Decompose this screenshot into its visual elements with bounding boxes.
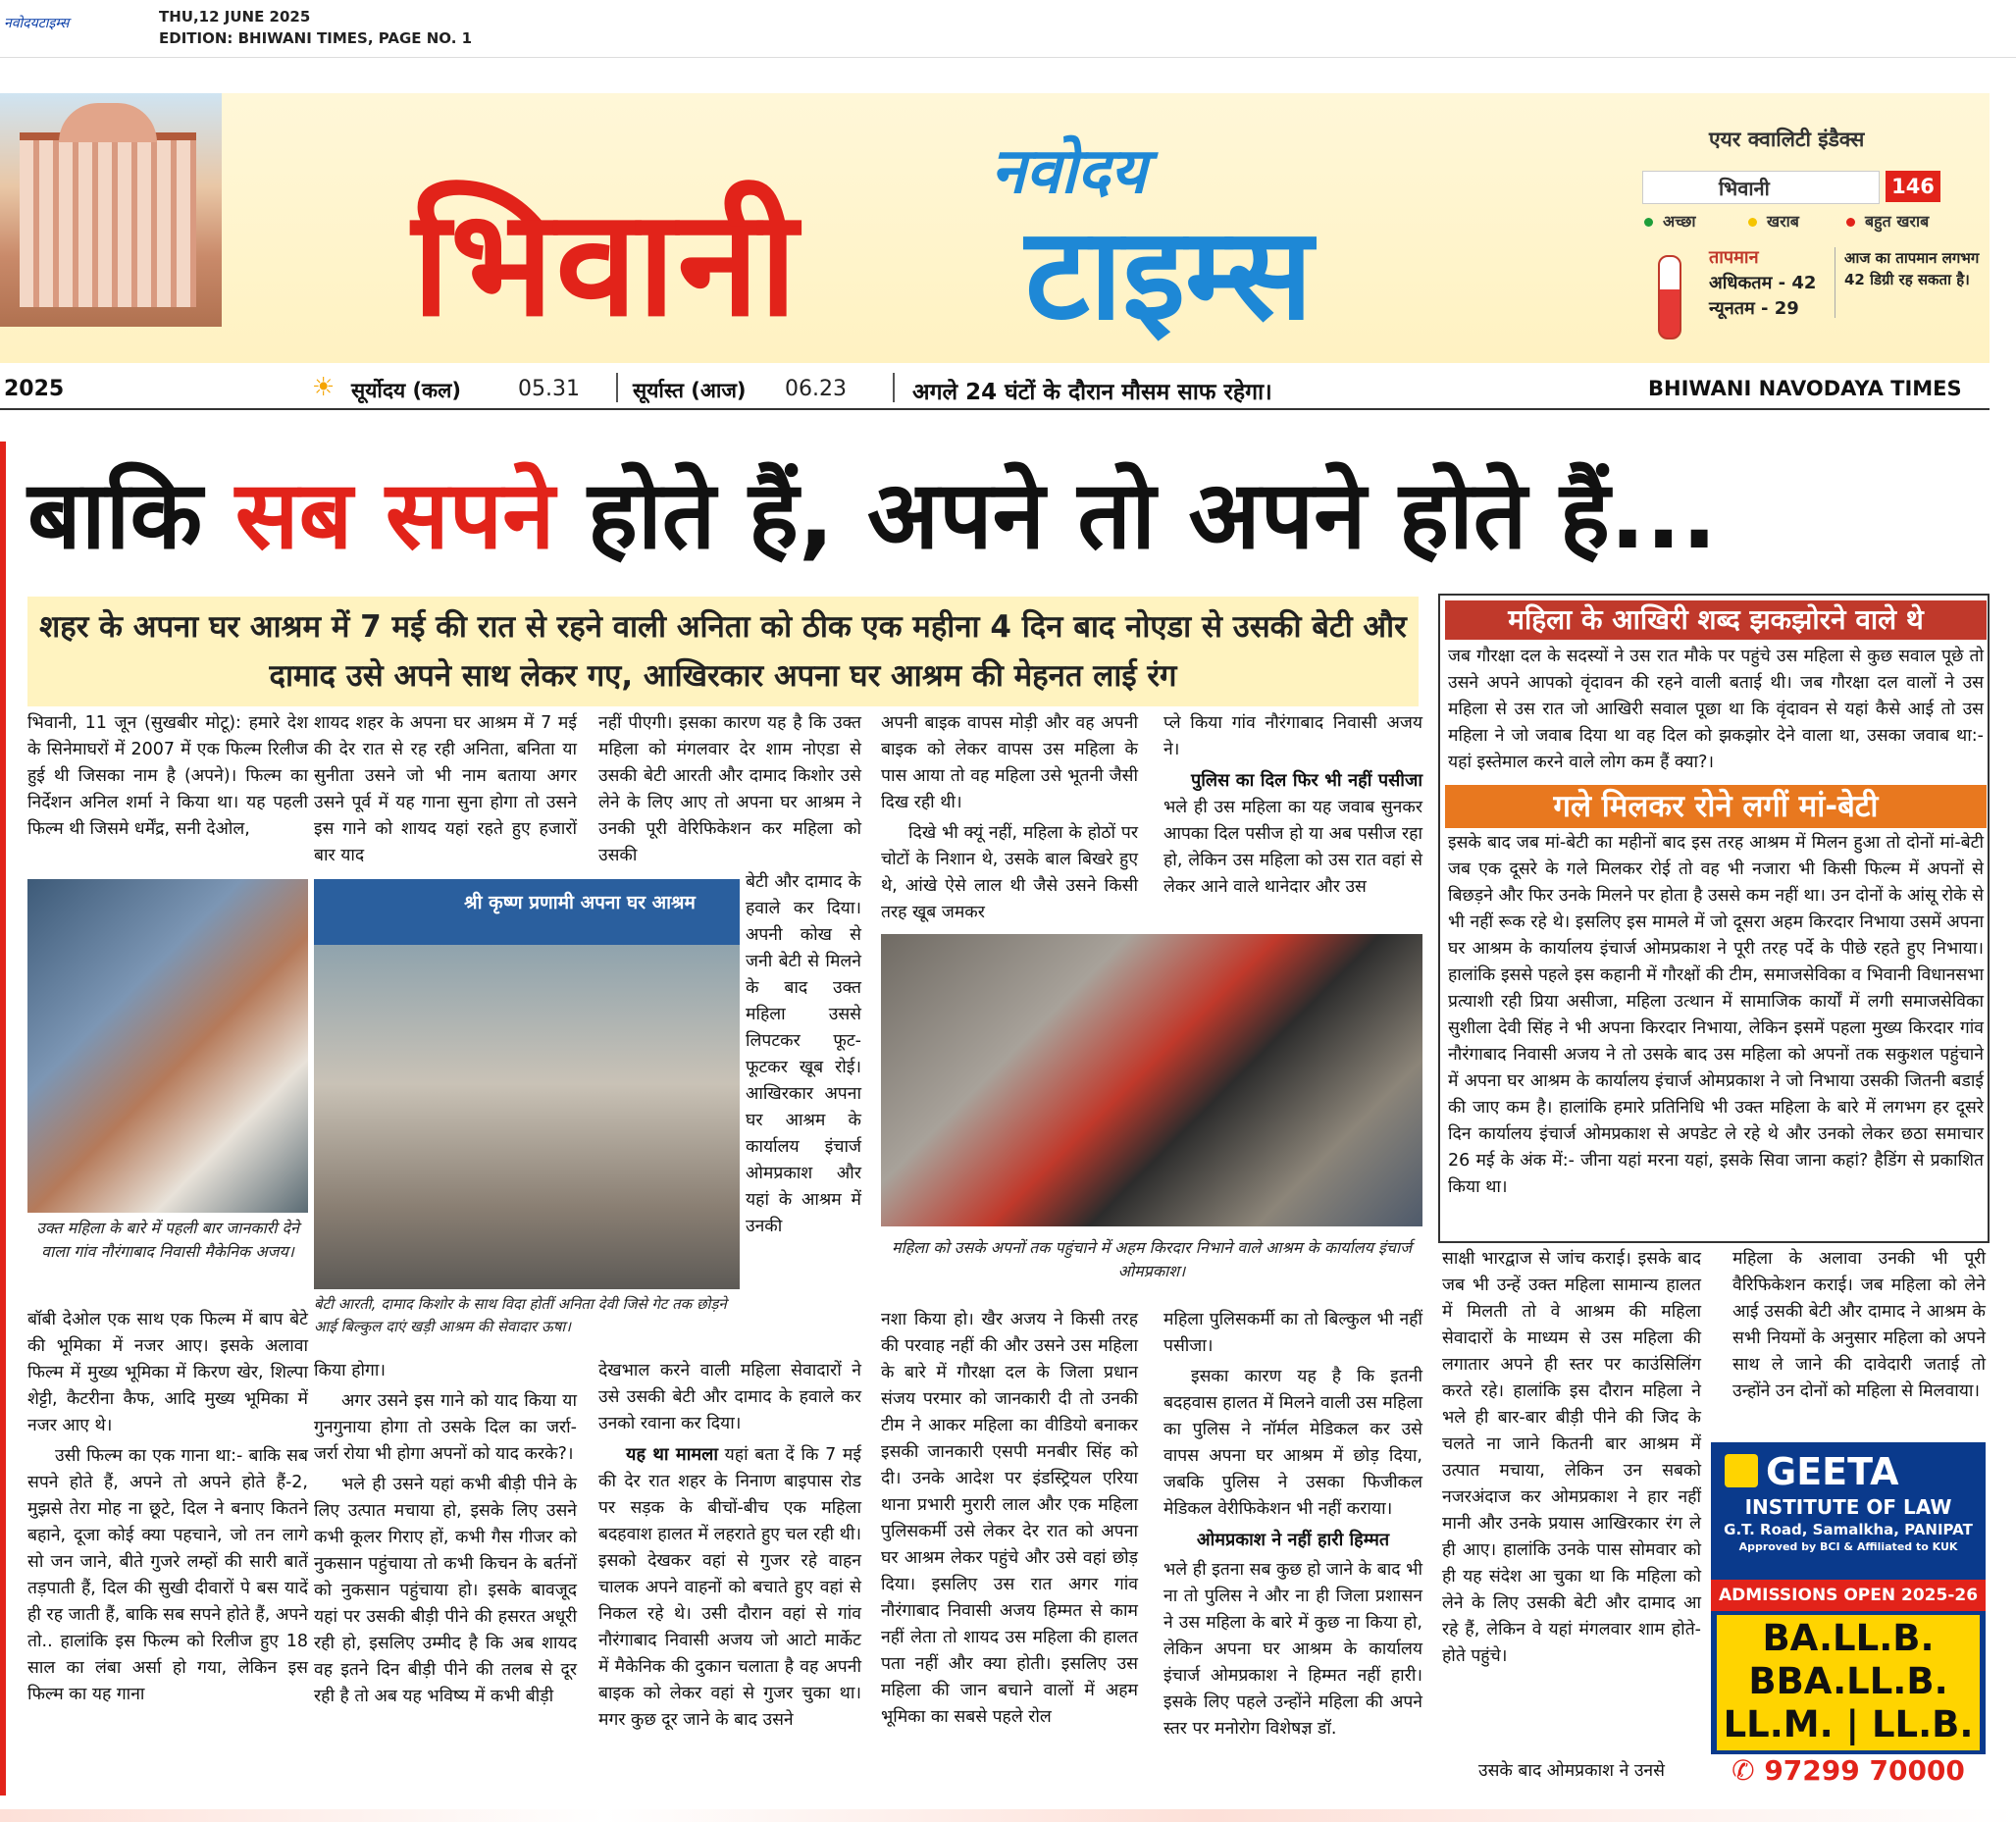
sunset-time: 06.23 bbox=[785, 377, 847, 401]
aqi-panel bbox=[1640, 116, 1979, 339]
mechanic-caption: उक्त महिला के बारे में पहली बार जानकारी देने वाला गांव नौरंगाबाद निवासी मैकेनिक अजय। bbox=[36, 1219, 299, 1261]
col5-para: प्ले किया गांव नौरंगाबाद निवासी अजय ने। bbox=[1163, 713, 1422, 759]
ashram-gate-photo bbox=[314, 879, 740, 1289]
strip-year: 2025 bbox=[4, 377, 65, 401]
col5-para: इसका कारण यह है कि इतनी बदहवास हालत में मिलने वाली उस महिला का पुलिस ने नॉर्मल मेडिकल कर उसे वापस अपना घर आश्रम में छोड़ दिया, जबकि पुलिस ने उसका फिजीकल मेडिकल वेरीफिकेशन भी नहीं कराया। bbox=[1163, 1367, 1422, 1519]
ad-institute: INSTITUTE OF LAW bbox=[1744, 1495, 1952, 1519]
aqi-value: 146 bbox=[1886, 171, 1940, 202]
aqi-legend-good bbox=[1644, 210, 1695, 232]
col3-top: नहीं पीएगी। इसका कारण यह है कि उक्त महिला को मंगलवार देर शाम नोएडा से उसकी बेटी आरती और दामाद किशोर उसे लेने के लिए आए तो अपना घर आश्रम ने उनकी पूरी वेरिफिकेशन कर महिला को उसकी bbox=[598, 713, 861, 865]
col7-text: महिला के अलावा उनकी भी पूरी वैरिफिकेशन कराई। जब महिला को लेने आई उसकी बेटी और दामाद ने आश्रम के सभी नियमों के अनुसार महिला को अपने साथ ले जाने की दावेदारी जताई तो उन्होंने उन दोनों को महिला से मिलवाया। bbox=[1732, 1249, 1986, 1401]
edition-name: BHIWANI NAVODAYA TIMES bbox=[1648, 377, 1962, 400]
sidebar-body-1: जब गौरक्षा दल के सदस्यों ने उस रात मौके पर पहुंचे उस महिला से कुछ सवाल पूछे तो उसने अपने आपको वृंदावन की रहने वाली बताई थी। जब गौरक्षा दल वालों ने उस महिला से उस रात जो आखिरी सवाल पूछा था कि वृंदावन से यहां कैसे आई तो उस महिला ने जो जवाब दिया था वह दिल को झकझोर देने वाला था, उसका जवाब था:- यहां इस्तेमाल करने वाले लोग कम हैं क्या?। bbox=[1448, 647, 1984, 772]
col3-narrow: बेटी और दामाद के हवाले कर दिया। अपनी कोख से जनी बेटी से मिलने के बाद उक्त महिला उससे लिपटकर फूट-फूटकर खूब रोई। आखिरकार अपना घर आश्रम के कार्यालय इंचार्ज ओमप्रकाश और यहां के आश्रम में उनकी bbox=[746, 872, 861, 1236]
sidebar-body-2: इसके बाद जब मां-बेटी का महीनों बाद इस तरह आश्रम में मिलन हुआ तो दोनों मां-बेटी जब एक दूसरे के गले मिलकर रोई तो वह भी नजारा भी किसी फिल्म में अपनों से बिछड़ने और फिर उनके मिलने पर होता है उससे कम नहीं था। उन दोनों के आंसू रोके से भी नहीं रूक रहे थे। इसलिए इस मामले में जो दूसरा अहम किरदार निभाया उसमें अपना घर आश्रम के कार्यालय इंचार्ज ओमप्रकाश ने पूरी तरह पर्दे के पीछे रहते हुए निभाया। हालांकि इससे पहले इस कहानी में गौरक्षों की टीम, समाजसेविका व भिवानी विधानसभा प्रत्याशी रही प्रिया असीजा, महिला उत्थान में सामाजिक कार्यों में लगी समाजसेविका सुशीला देवी सिंह ने भी अपना किरदार निभाया, लेकिन इसमें पहला मुख्य किरदार गांव नौरंगाबाद निवासी अजय ने तो उसके बाद उस महिला को अपनों तक सकुशल पहुंचाने में अपना घर आश्रम के कार्यालय इंचार्ज ओमप्रकाश ने जो निभाया उसकी जितनी बडाई की जाए कम है। हालांकि हमारे प्रतिनिधि भी उक्त महिला के बारे में लगभग हर दूसरे दिन कार्यालय इंचार्ज ओमप्रकाश से अपडेट ले रहे थे और उनको लेकर छठा समाचार 26 मई के अंक में:- जीना यहां मरना यहां, इसके सिवा जाना कहां? हैडिंग से प्रकाशित किया था। bbox=[1448, 833, 1984, 1197]
col4-bottom: नशा किया हो। खैर अजय ने किसी तरह की परवाह नहीं की और उसने उस महिला के बारे में गौरक्षा दल के जिला प्रधान संजय परमार को जानकारी दी तो उनकी टीम ने आकर महिला का वीडियो बनाकर इसकी जानकारी एसपी मनबीर सिंह को दी। उनके आदेश पर इंडस्ट्रियल एरिया थाना प्रभारी मुरारी लाल और एक महिला पुलिसकर्मी उसे लेकर देर रात को अपना घर आश्रम लेकर पहुंचे और उसे वहां छोड़ दिया। इसलिए उस रात अगर गांव नौरंगाबाद निवासी अजय हिम्मत से काम नहीं लेता तो शायद उस महिला की हालत पता नहीं और क्या होती। इसलिए उस महिला की जान बचाने वालों में अहम भूमिका का सबसे पहले रोल bbox=[881, 1310, 1138, 1727]
sunrise-time: 05.31 bbox=[518, 377, 580, 401]
temp-max: अधिकतम - 42 bbox=[1709, 273, 1817, 293]
aqi-city: भिवानी bbox=[1719, 177, 1770, 200]
bad-dot-icon bbox=[1748, 218, 1757, 227]
col2-para: अगर उसने इस गाने को याद किया या गुनगुनाया होगा तो उसके दिल का जर्रा-जर्रा रोया भी होगा अपनों को याद करके?। bbox=[314, 1391, 577, 1464]
col2-top: शायद शहर के अपना घर आश्रम में 7 मई की देर रात से रह रही अनिता, बनिता या सुनीता उसने जो भी नाम बताया अगर उसने पूर्व में यह गाना सुना होगा तो उसने इस गाने को शायद यहां रहते हुए हजारों बार याद bbox=[314, 713, 577, 865]
strip-divider bbox=[893, 373, 895, 402]
col2-para: भले ही उसने यहां कभी बीड़ी पीने के लिए उत्पात मचाया हो, इसके लिए उसने कभी कूलर गिराए हों, कभी गैस गीजर को नुकसान पहुंचाया तो कभी किचन के बर्तनों को नुकसान पहुंचाया हो। इसके बावजूद यहां पर उसकी बीड़ी पीने की हसरत अधूरी रही हो, इसलिए उम्मीद है कि अब शायद वह इतने दिन बीड़ी पीने की तलब से दूर रही है तो अब यह भविष्य में कभी बीड़ी bbox=[314, 1475, 577, 1706]
sunrise-label: सूर्योदय (कल) bbox=[351, 379, 462, 402]
col3-para: यहां बता दें कि 7 मई की देर रात शहर के निनाण बाइपास रोड पर सड़क के बीचों-बीच एक महिला बदहवाश हालत में लहराते हुए चल रही थी। इसको देखकर वहां से गुजर रहे वाहन चालक अपने वाहनों को बचाते हुए वहां से निकल रहे थे। उसी दौरान वहां से गांव नौरंगाबाद निवासी अजय जो आटो मार्केट में मैकेनिक की दुकान चलाता है वह अपनी बाइक को लेकर वहां से गुजर चुका था। मगर कुछ दूर जाने के बाद उसने bbox=[598, 1445, 861, 1730]
thermometer-icon bbox=[1658, 255, 1681, 339]
headline-part-3: होते हैं, अपने तो अपने होते हैं... bbox=[554, 460, 1718, 570]
brand-times: टाइम्स bbox=[1025, 199, 1314, 348]
col5-subhead: ओमप्रकाश ने नहीं हारी हिम्मत bbox=[1196, 1530, 1390, 1550]
ad-course: LL.M. | LL.B. bbox=[1723, 1703, 1974, 1745]
phone-icon: ✆ bbox=[1732, 1754, 1765, 1787]
col6-end: उसके बाद ओमप्रकाश ने उनसे bbox=[1478, 1761, 1665, 1781]
very-bad-dot-icon bbox=[1846, 218, 1855, 227]
brand-navodaya: नवोदय bbox=[991, 135, 1147, 208]
weather-forecast: अगले 24 घंटों के दौरान मौसम साफ रहेगा। bbox=[912, 380, 1272, 405]
omprakash-photo bbox=[881, 934, 1422, 1226]
top-logo[interactable] bbox=[4, 12, 69, 32]
col6-text: साक्षी भारद्वाज से जांच कराई। इसके बाद जब भी उन्हें उक्त महिला सामान्य हालत में मिलती तो वे आश्रम की महिला सेवादारों के माध्यम से उस महिला की लगातार अपने ही स्तर पर काउंसिलिंग करते रहे। हालांकि इस दौरान महिला ने भले ही बार-बार बीड़ी पीने की जिद के चलते ना जाने कितनी बार आश्रम में उत्पात मचाया, लेकिन उन सबको नजरअंदाज कर ओमप्रकाश ने हार नहीं मानी और उनके प्रयास आखिरकार रंग ले ही आए। हालांकि उनके पास सोमवार को ही यह संदेश आ चुका था कि महिला को लेने के लिए उसकी बेटी और दामाद आ रहे हैं, लेकिन वे यहां मंगलवार शाम होते-होते पहुंचे। bbox=[1442, 1249, 1701, 1666]
col1-para: उसी फिल्म का एक गाना था:- बाकि सब सपने होते हैं, अपने तो अपने होते हैं-2, मुझसे तेरा मोह ना छूटे, दिल ने बनाए कितने बहाने, दूजा कोई क्या पहचाने, जो तन लागे सो जन जाने, बीते गुजरे लम्हों की सारी बातें तड़पाती हैं, दिल की सुखी दीवारों पे बस यादें ही रह जाती हैं, बाकि सब सपने होते हैं, अपने तो.. हालांकि इस फिल्म को रिलीज हुए 18 साल का लंबा अर्सा हो गया, लेकिन इस फिल्म का यह गाना bbox=[27, 1446, 308, 1704]
omprakash-caption: महिला को उसके अपनों तक पहुंचाने में अहम किरदार निभाने वाले आश्रम के कार्यालय इंचार्ज ओमप्रकाश। bbox=[892, 1238, 1412, 1280]
ad-phone[interactable] bbox=[1711, 1754, 1986, 1788]
top-logo-text: नवोदय bbox=[4, 16, 38, 31]
sidebar-heading-1: महिला के आखिरी शब्द झकझोरने वाले थे bbox=[1445, 600, 1987, 640]
ad-admissions: ADMISSIONS OPEN 2025-26 bbox=[1711, 1580, 1986, 1611]
col5-top bbox=[1163, 710, 1422, 905]
temp-label: तापमान bbox=[1709, 247, 1759, 268]
temple-image bbox=[0, 93, 222, 327]
col3-para: देखभाल करने वाली महिला सेवादारों ने उसे उसकी बेटी और दामाद के हवाले कर उनको रवाना कर दिया। bbox=[598, 1361, 861, 1433]
ad-phone-number: 97299 70000 bbox=[1764, 1754, 1965, 1787]
ashram-sign-text: श्री कृष्ण प्रणामी अपना घर आश्रम bbox=[464, 892, 696, 913]
col5-bottom bbox=[1163, 1307, 1422, 1746]
headline-part-2: सब सपने bbox=[234, 460, 555, 570]
good-dot-icon bbox=[1644, 218, 1653, 227]
col5-para: भले ही इतना सब कुछ हो जाने के बाद भी ना तो पुलिस ने और ना ही जिला प्रशासन ने उस महिला के बारे में कुछ ना किया हो, लेकिन अपना घर आश्रम के कार्यालय इंचार्ज ओमप्रकाश ने हिम्मत नहीं हारी। इसके लिए पहले उन्होंने महिला की अपने स्तर पर मनोरोग विशेषज्ञ डॉ. bbox=[1163, 1560, 1422, 1739]
col4-para: दिखे भी क्यूं नहीं, महिला के होठों पर चोटों के निशान थे, उसके बाल बिखरे हुए थे, आंखे ऐसे लाल थी जैसे उसने किसी तरह खूब जमकर bbox=[881, 823, 1138, 922]
mechanic-photo bbox=[27, 879, 308, 1213]
ad-address: G.T. Road, Samalkha, PANIPAT bbox=[1724, 1521, 1973, 1538]
next-story-strip bbox=[0, 1809, 2016, 1822]
sun-icon: ☀ bbox=[312, 373, 336, 402]
col1-top: भिवानी, 11 जून (सुखबीर मोटू): हमारे देश के सिनेमाघरों में 2007 में एक फिल्म रिलीज हुई थी जिसका नाम है (अपने)। फिल्म का निर्देशन अनिल शर्मा ने किया था। यह पहली फिल्म थी जिसमे धर्मेंद्र, सनी देओल, bbox=[27, 713, 308, 839]
issue-date: THU,12 JUNE 2025 bbox=[159, 8, 311, 26]
legend-bad-label: खराब bbox=[1767, 212, 1799, 231]
ad-brand: GEETA bbox=[1766, 1450, 1899, 1493]
ad-course: BBA.LL.B. bbox=[1748, 1660, 1948, 1702]
main-headline[interactable] bbox=[27, 447, 1717, 576]
col1-bottom bbox=[27, 1307, 308, 1712]
brand-bhiwani: भिवानी bbox=[412, 179, 800, 349]
sidebar-heading-2: गले मिलकर रोने लगीं मां-बेटी bbox=[1445, 785, 1987, 828]
headline-part-1: बाकि bbox=[27, 460, 235, 570]
temp-min: न्यूनतम - 29 bbox=[1709, 298, 1799, 319]
col5-para: भले ही उस महिला का यह जवाब सुनकर आपका दिल पसीज हो या अब पसीज रहा हो, लेकिन उस महिला को उस रात वहां से लेकर आने वाले थानेदार और उस bbox=[1163, 798, 1422, 897]
strip-divider bbox=[616, 373, 618, 402]
ad-course: BA.LL.B. bbox=[1762, 1617, 1935, 1659]
temp-note: आज का तापमान लगभग 42 डिग्री रह सकता है। bbox=[1844, 249, 1980, 288]
col1-para: बॉबी देओल एक साथ एक फिल्म में बाप बेटे की भूमिका में नजर आए। इसके अलावा फिल्म में मुख्य भूमिका में किरण खेर, शिल्पा शेट्टी, कैटरीना कैफ, आदि मुख्य भूमिका में नजर आए थे। bbox=[27, 1310, 308, 1435]
col5-para: महिला पुलिसकर्मी का तो बिल्कुल भी नहीं पसीजा। bbox=[1163, 1310, 1422, 1356]
col4-para: अपनी बाइक वापस मोड़ी और वह अपनी बाइक को लेकर वापस उस महिला के पास आया तो वह महिला उसे भूतनी जैसी दिख रही थी। bbox=[881, 713, 1138, 812]
col3-bottom bbox=[598, 1358, 861, 1738]
col2-bottom bbox=[314, 1358, 577, 1714]
edition-info: EDITION: BHIWANI TIMES, PAGE NO. 1 bbox=[159, 29, 473, 47]
col5-subhead: पुलिस का दिल फिर भी नहीं पसीजा bbox=[1191, 770, 1422, 791]
ashram-gate-caption: बेटी आरती, दामाद किशोर के साथ विदा होतीं अनिता देवी जिसे गेट तक छोड़ने आई बिल्कुल दाएं खड़ी आश्रम की सेवादार ऊषा। bbox=[314, 1295, 727, 1335]
legend-good-label: अच्छा bbox=[1663, 212, 1696, 231]
col4-top bbox=[881, 710, 1138, 930]
aqi-legend-very-bad bbox=[1846, 210, 1929, 232]
left-accent-bar bbox=[0, 442, 6, 1796]
sunset-label: सूर्यास्त (आज) bbox=[633, 379, 747, 402]
aqi-title: एयर क्वालिटी इंडैक्स bbox=[1709, 128, 1865, 151]
aqi-legend-bad bbox=[1748, 210, 1799, 232]
geeta-logo-icon bbox=[1725, 1454, 1758, 1487]
top-logo-sub: टाइम्स bbox=[37, 16, 70, 31]
ad-approval: Approved by BCI & Affiliated to KUK bbox=[1738, 1540, 1958, 1553]
deck-text: शहर के अपना घर आश्रम में 7 मई की रात से रहने वाली अनिता को ठीक एक महीना 4 दिन बाद नोएडा से उसकी बेटी और दामाद उसे अपने साथ लेकर गए, आखिरकार अपना घर आश्रम की मेहनत लाई रंग bbox=[39, 609, 1407, 694]
legend-very-bad-label: बहुत खराब bbox=[1865, 212, 1930, 231]
col3-subhead: यह था मामला bbox=[626, 1444, 718, 1465]
col2-para: किया होगा। bbox=[314, 1361, 387, 1380]
